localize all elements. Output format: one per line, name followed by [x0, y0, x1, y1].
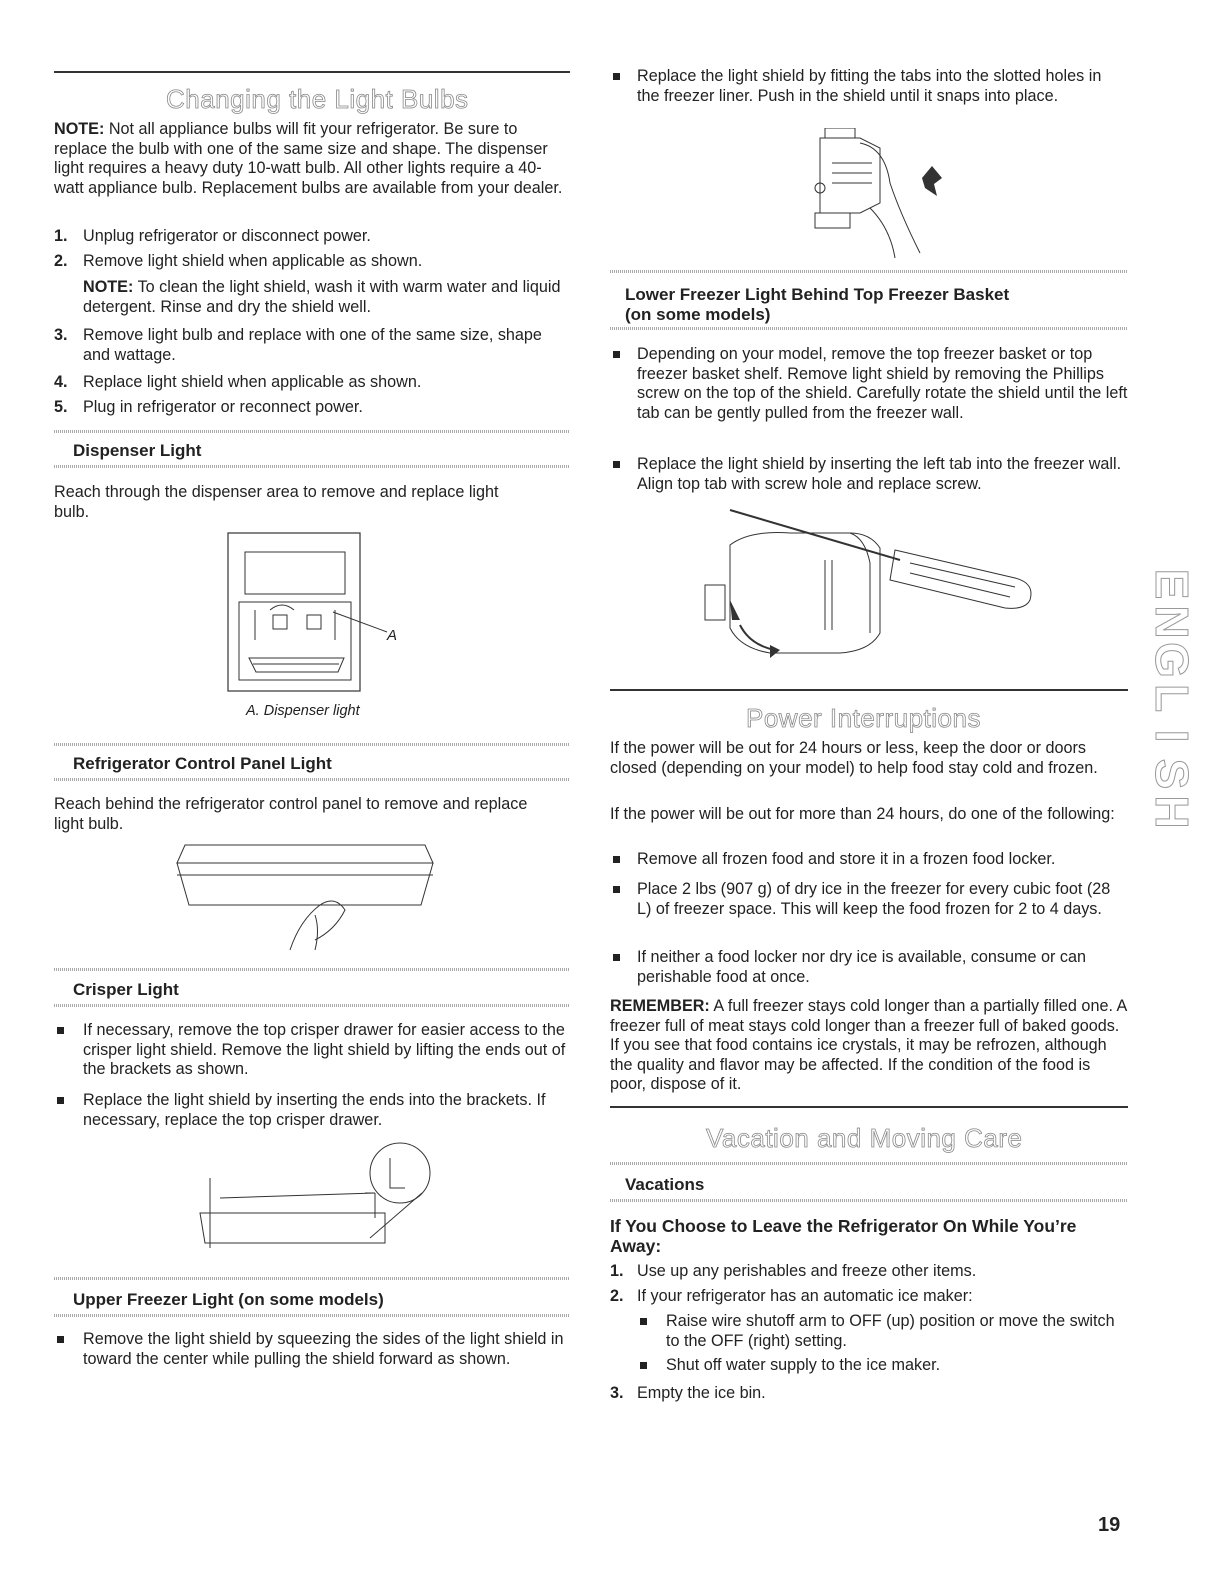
step-text: If your refrigerator has an automatic ice maker: — [637, 1287, 973, 1305]
upper-freezer-replace-bullet: Replace the light shield by fitting the tabs into the slotted holes in the freezer liner. Push in the shield until it snaps into place. — [637, 67, 1102, 105]
dispenser-text: Reach through the dispenser area to remove and replace light bulb. — [54, 483, 499, 521]
bullet — [613, 351, 620, 358]
bullet — [613, 73, 620, 80]
dispenser-illustration — [225, 530, 415, 695]
dotted-rule — [54, 1314, 570, 1317]
heading-dispenser-light: Dispenser Light — [73, 441, 202, 460]
bullet — [613, 461, 620, 468]
dotted-rule — [610, 327, 1128, 330]
step-number: 5. — [54, 398, 68, 416]
step-number: 3. — [54, 326, 68, 344]
heading-control-panel-light: Refrigerator Control Panel Light — [73, 754, 332, 773]
lower-freezer-bullet: Replace the light shield by inserting the left tab into the freezer wall. Align top tab with screw hole and replace screw. — [637, 455, 1122, 493]
dotted-rule — [610, 1199, 1128, 1202]
dotted-rule — [54, 968, 570, 971]
heading-vacations: Vacations — [625, 1175, 705, 1194]
note-text: To clean the light shield, wash it with warm water and liquid detergent. Rinse and dry the shield well. — [83, 278, 561, 316]
remember-label: REMEMBER: — [610, 997, 710, 1015]
dispenser-caption: A. Dispenser light — [246, 703, 360, 719]
dotted-rule — [54, 778, 570, 781]
step-number: 3. — [610, 1384, 624, 1402]
step-text: Plug in refrigerator or reconnect power. — [83, 398, 363, 416]
page-number: 19 — [1098, 1514, 1121, 1536]
ice-maker-sub-bullet: Raise wire shutoff arm to OFF (up) position or move the switch to the OFF (right) setting. — [666, 1312, 1115, 1350]
power-bullet: If neither a food locker nor dry ice is available, consume or can perishable food at once. — [637, 948, 1086, 986]
dotted-rule — [54, 743, 570, 746]
step-number: 2. — [54, 252, 68, 270]
note-label: NOTE: — [54, 120, 105, 138]
lower-freezer-shield-illustration — [700, 505, 1045, 675]
freezer-shield-illustration — [800, 128, 950, 263]
note-paragraph — [54, 120, 570, 198]
language-side-tab-letter: I — [1146, 729, 1198, 743]
step-text: Replace light shield when applicable as shown. — [83, 373, 422, 391]
note-label: NOTE: — [83, 278, 134, 296]
control-panel-illustration — [170, 840, 450, 960]
step-number: 1. — [54, 227, 68, 245]
section-title-vacation-moving: Vacation and Moving Care — [706, 1123, 1023, 1153]
section-title-power-interruptions: Power Interruptions — [746, 703, 981, 733]
language-side-tab-letter: L — [1146, 683, 1198, 713]
language-side-tab-letter: H — [1146, 795, 1198, 829]
step-text: Unplug refrigerator or disconnect power. — [83, 227, 371, 245]
heading-crisper-light: Crisper Light — [73, 980, 179, 999]
power-paragraph: If the power will be out for 24 hours or less, keep the door or doors closed (depending on your model) to help food stay cold and frozen. — [610, 739, 1098, 777]
language-side-tab-letter: G — [1146, 642, 1198, 678]
section-title-changing-bulbs: Changing the Light Bulbs — [166, 84, 469, 114]
language-side-tab — [1146, 565, 1198, 831]
dotted-rule — [54, 430, 570, 433]
control-panel-text: Reach behind the refrigerator control panel to remove and replace light bulb. — [54, 795, 528, 833]
crisper-bullet: Replace the light shield by inserting the ends into the brackets. If necessary, replace the top crisper drawer. — [83, 1091, 546, 1129]
step-number: 2. — [610, 1287, 624, 1305]
crisper-illustration — [190, 1138, 440, 1258]
heading-leave-refrigerator-on: If You Choose to Leave the Refrigerator On While You’re Away: — [610, 1216, 1077, 1256]
dotted-rule — [610, 1162, 1128, 1165]
dotted-rule — [54, 1277, 570, 1280]
remember-paragraph — [610, 997, 1128, 1095]
step-text: Empty the ice bin. — [637, 1384, 766, 1402]
dotted-rule — [54, 1004, 570, 1007]
bullet — [57, 1097, 64, 1104]
bullet — [613, 856, 620, 863]
callout-a: A — [387, 627, 398, 644]
section-rule — [54, 71, 570, 73]
section-rule — [610, 689, 1128, 691]
ice-maker-sub-bullet: Shut off water supply to the ice maker. — [666, 1356, 941, 1374]
dotted-rule — [54, 465, 570, 468]
step-text: Remove light shield when applicable as shown. — [83, 252, 423, 270]
lower-freezer-bullet: Depending on your model, remove the top freezer basket or top freezer basket shelf. Remove light shield by removing the Phillips screw on the top of the shield. Carefully rotate the shield until the left tab can be gently pulled from the freezer wall. — [637, 345, 1128, 422]
bullet — [640, 1362, 647, 1369]
language-side-tab-letter: E — [1146, 568, 1198, 600]
crisper-bullet: If necessary, remove the top crisper drawer for easier access to the crisper light shield. Remove the light shield by lifting the ends out of the brackets as shown. — [83, 1021, 566, 1078]
bullet — [613, 954, 620, 961]
power-paragraph: If the power will be out for more than 24 hours, do one of the following: — [610, 805, 1115, 823]
remember-text: A full freezer stays cold longer than a partially filled one. A freezer full of meat stays cold longer than a freezer full of baked goods. If you see that food contains ice crystals, it may be refrozen, although the quality and flavor may be affected. If the condition of the food is poor, dispose of it. — [610, 997, 1127, 1093]
language-side-tab-letter: S — [1146, 758, 1198, 790]
step-number: 1. — [610, 1262, 624, 1280]
heading-lower-freezer-light-qualifier: (on some models) — [625, 305, 771, 324]
upper-freezer-bullet: Remove the light shield by squeezing the sides of the light shield in toward the center while pulling the shield forward as shown. — [83, 1330, 564, 1368]
heading-upper-freezer-light: Upper Freezer Light (on some models) — [73, 1290, 384, 1309]
bullet — [613, 886, 620, 893]
heading-lower-freezer-light: Lower Freezer Light Behind Top Freezer Basket — [625, 285, 1010, 304]
bullet — [57, 1336, 64, 1343]
power-bullet: Remove all frozen food and store it in a frozen food locker. — [637, 850, 1056, 868]
bullet — [57, 1027, 64, 1034]
power-bullet: Place 2 lbs (907 g) of dry ice in the freezer for every cubic foot (28 L) of freezer space. This will keep the food frozen for 2 to 4 days. — [637, 880, 1111, 918]
bullet — [640, 1318, 647, 1325]
dotted-rule — [610, 270, 1128, 273]
language-side-tab-letter: N — [1146, 605, 1198, 639]
note-text: Not all appliance bulbs will fit your refrigerator. Be sure to replace the bulb with one of the same size and shape. The dispenser light requires a heavy duty 10-watt bulb. All other lights require a 40-watt appliance bulb. Replacement bulbs are available from your dealer. — [54, 120, 563, 197]
step-text: Remove light bulb and replace with one of the same size, shape and wattage. — [83, 326, 542, 364]
section-rule — [610, 1106, 1128, 1108]
step-number: 4. — [54, 373, 68, 391]
step2-note — [83, 278, 570, 317]
step-text: Use up any perishables and freeze other items. — [637, 1262, 977, 1280]
